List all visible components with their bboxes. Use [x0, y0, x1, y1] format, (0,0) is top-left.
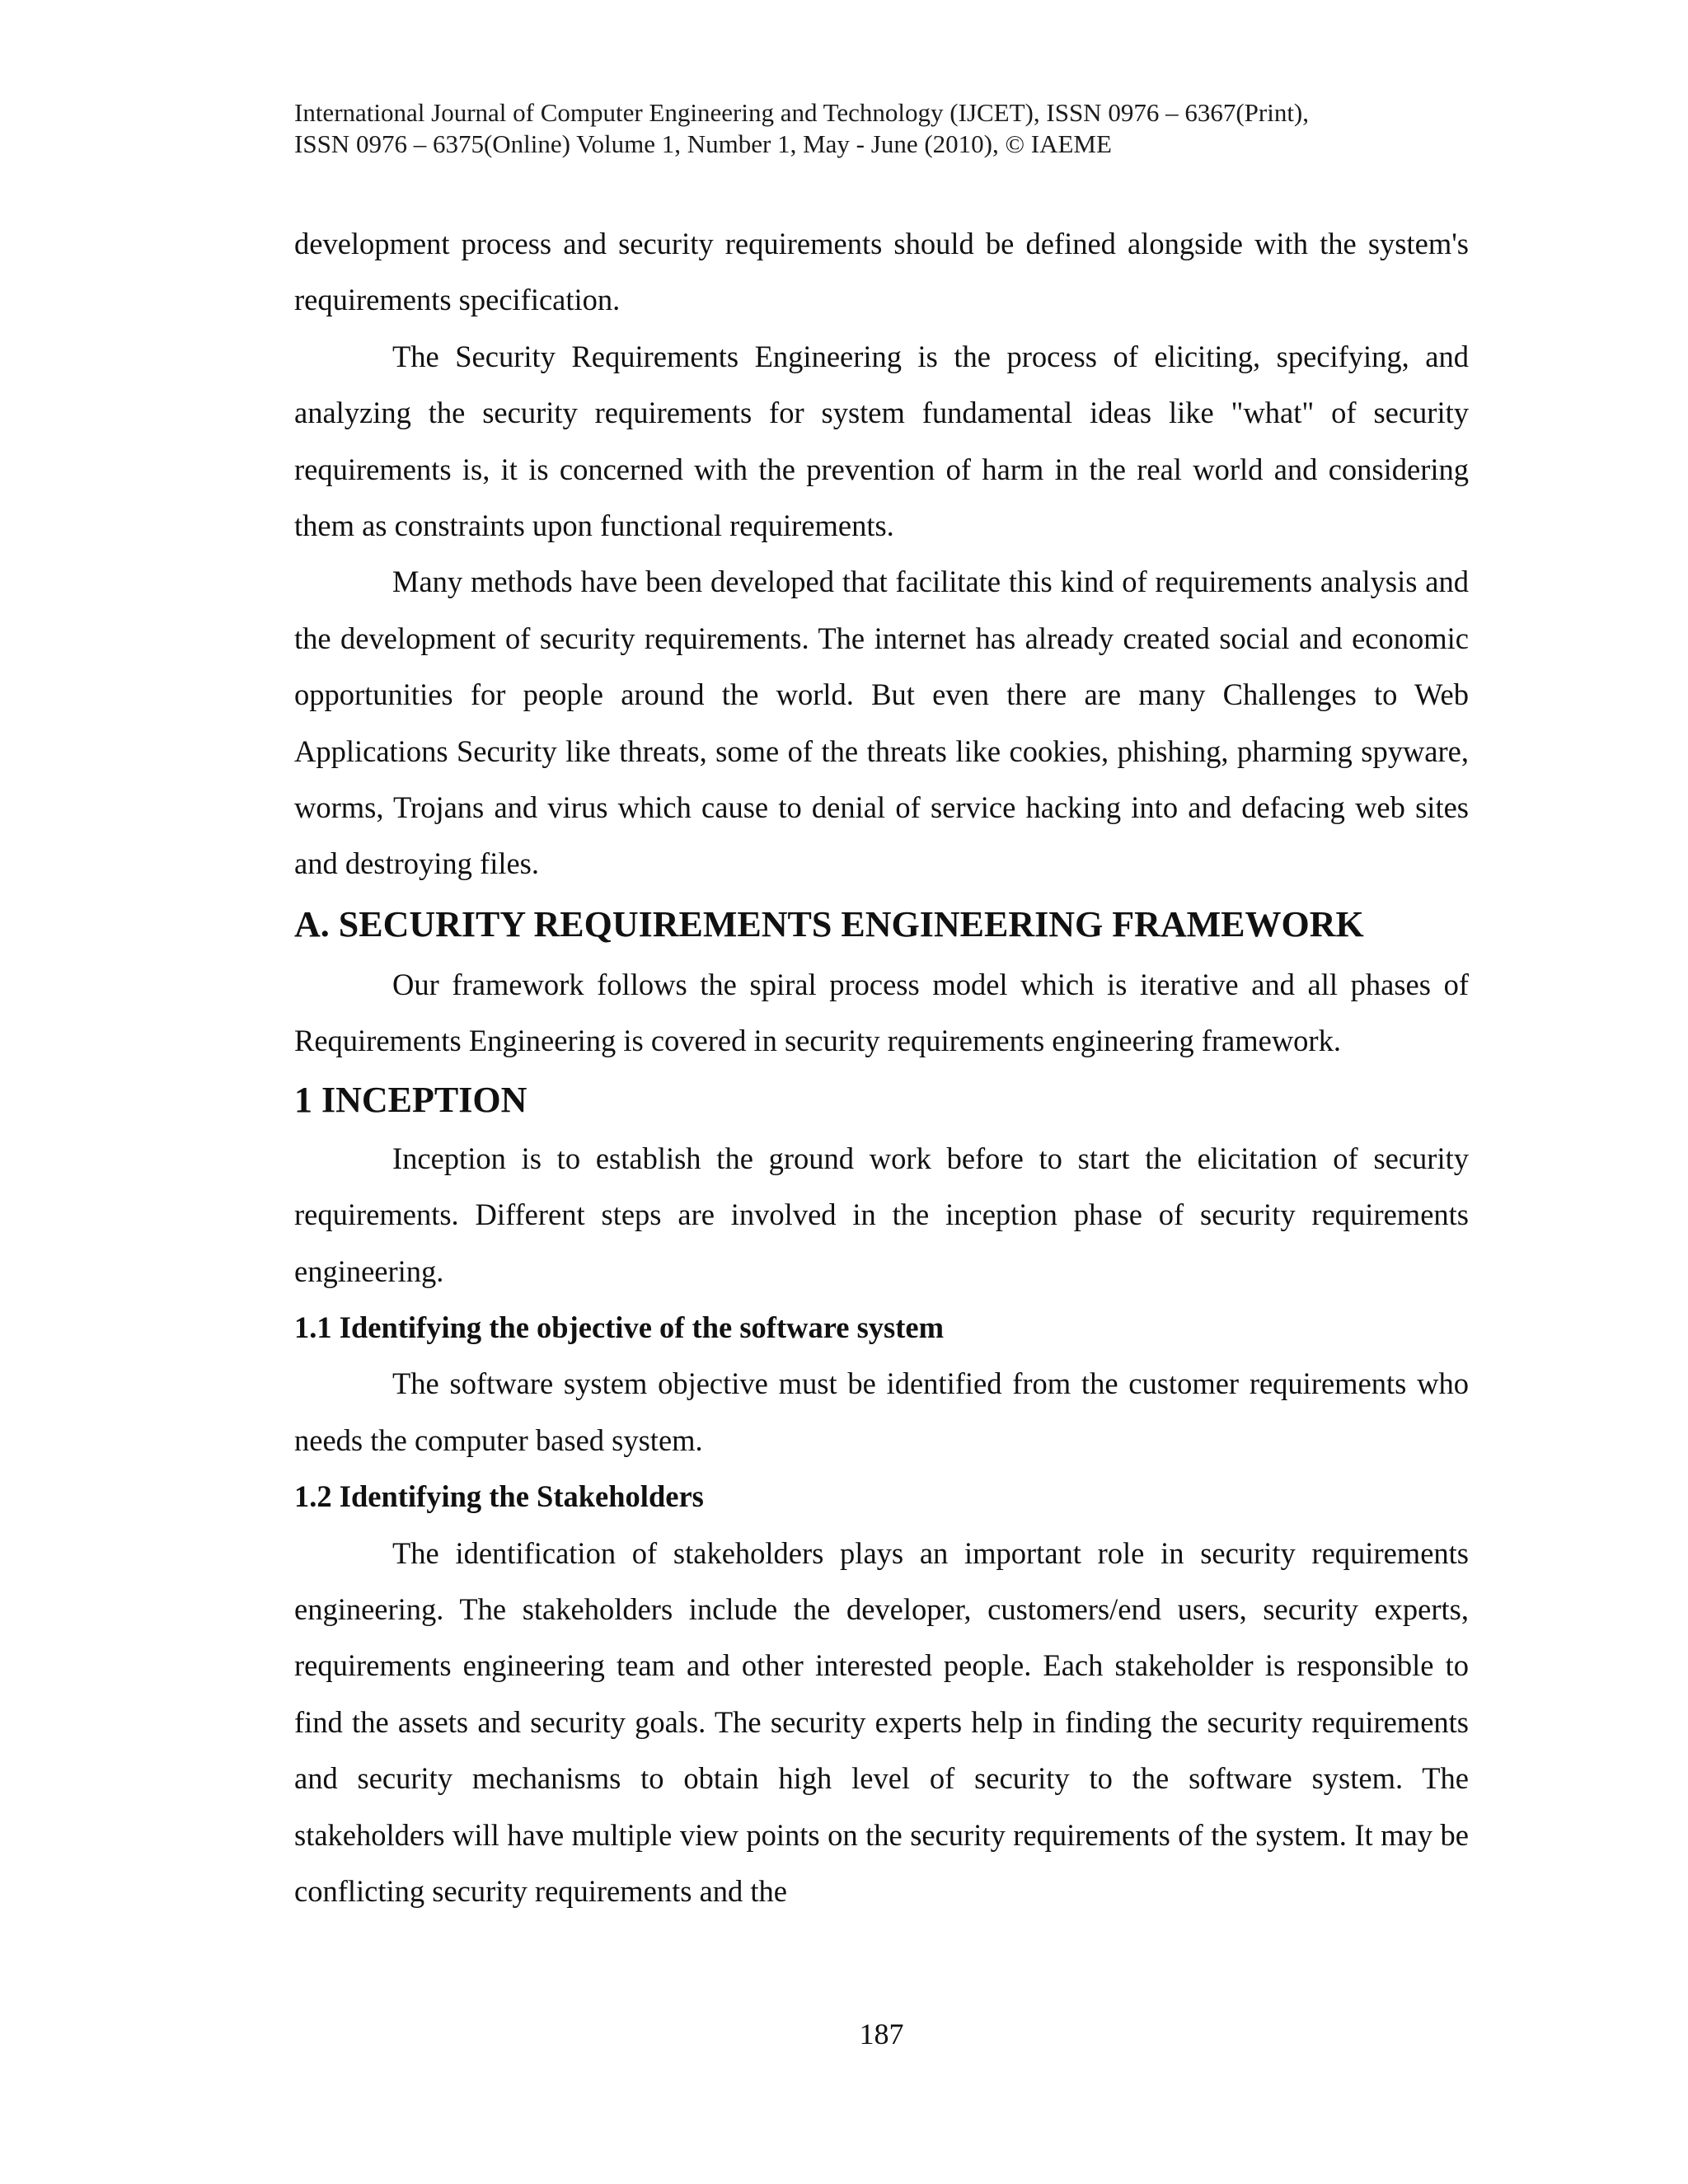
paper-page	[294, 0, 1469, 2184]
journal-header-line-2: ISSN 0976 – 6375(Online) Volume 1, Number 1, May - June (2010), © IAEME	[294, 129, 1112, 158]
paragraph-inception: Inception is to establish the ground work before to start the elicitation of security requirements. Different steps are involved in the inception phase of security requirements engineering.	[294, 1141, 1469, 1288]
section-heading-stakeholders: 1.2 Identifying the Stakeholders	[294, 1479, 704, 1514]
journal-header	[294, 97, 1469, 160]
paragraph-objective: The software system objective must be identified from the customer requirements who needs the computer based system.	[294, 1366, 1469, 1457]
journal-header-line-1: International Journal of Computer Engineering and Technology (IJCET), ISSN 0976 – 6367(Print),	[294, 98, 1310, 127]
section-heading-inception: 1 INCEPTION	[294, 1079, 528, 1120]
paragraph-security-requirements-engineering: The Security Requirements Engineering is the process of eliciting, specifying, and analyzing the security requirements for system fundamental ideas like "what" of security requirements is, it is concerned with the prevention of harm in the real world and considering them as constraints upon functional requirements.	[294, 339, 1469, 543]
article-body	[294, 216, 1469, 1919]
section-heading-framework: A. SECURITY REQUIREMENTS ENGINEERING FRAMEWORK	[294, 903, 1364, 944]
paragraph-stakeholders: The identification of stakeholders plays an important role in security requirements engineering. The stakeholders include the developer, customers/end users, security experts, requirements engineering team and other interested people. Each stakeholder is responsible to find the assets and security goals. The security experts help in finding the security requirements and security mechanisms to obtain high level of security to the software system. The stakeholders will have multiple view points on the security requirements of the system. It may be conflicting security requirements and the	[294, 1535, 1469, 1908]
page-number: 187	[859, 2018, 904, 2050]
paragraph-methods-and-threats: Many methods have been developed that facilitate this kind of requirements analysis and the development of security requirements. The internet has already created social and economic opportunities for people around the world. But even there are many Challenges to Web Applications Security like threats, some of the threats like cookies, phishing, pharming spyware, worms, Trojans and virus which cause to denial of service hacking into and defacing web sites and destroying files.	[294, 565, 1469, 881]
paragraph-framework: Our framework follows the spiral process model which is iterative and all phases of Requirements Engineering is covered in security requirements engineering framework.	[294, 967, 1469, 1058]
section-heading-objective: 1.1 Identifying the objective of the software system	[294, 1310, 944, 1344]
paragraph-continued: development process and security requirements should be defined alongside with the system's requirements specification.	[294, 227, 1469, 317]
